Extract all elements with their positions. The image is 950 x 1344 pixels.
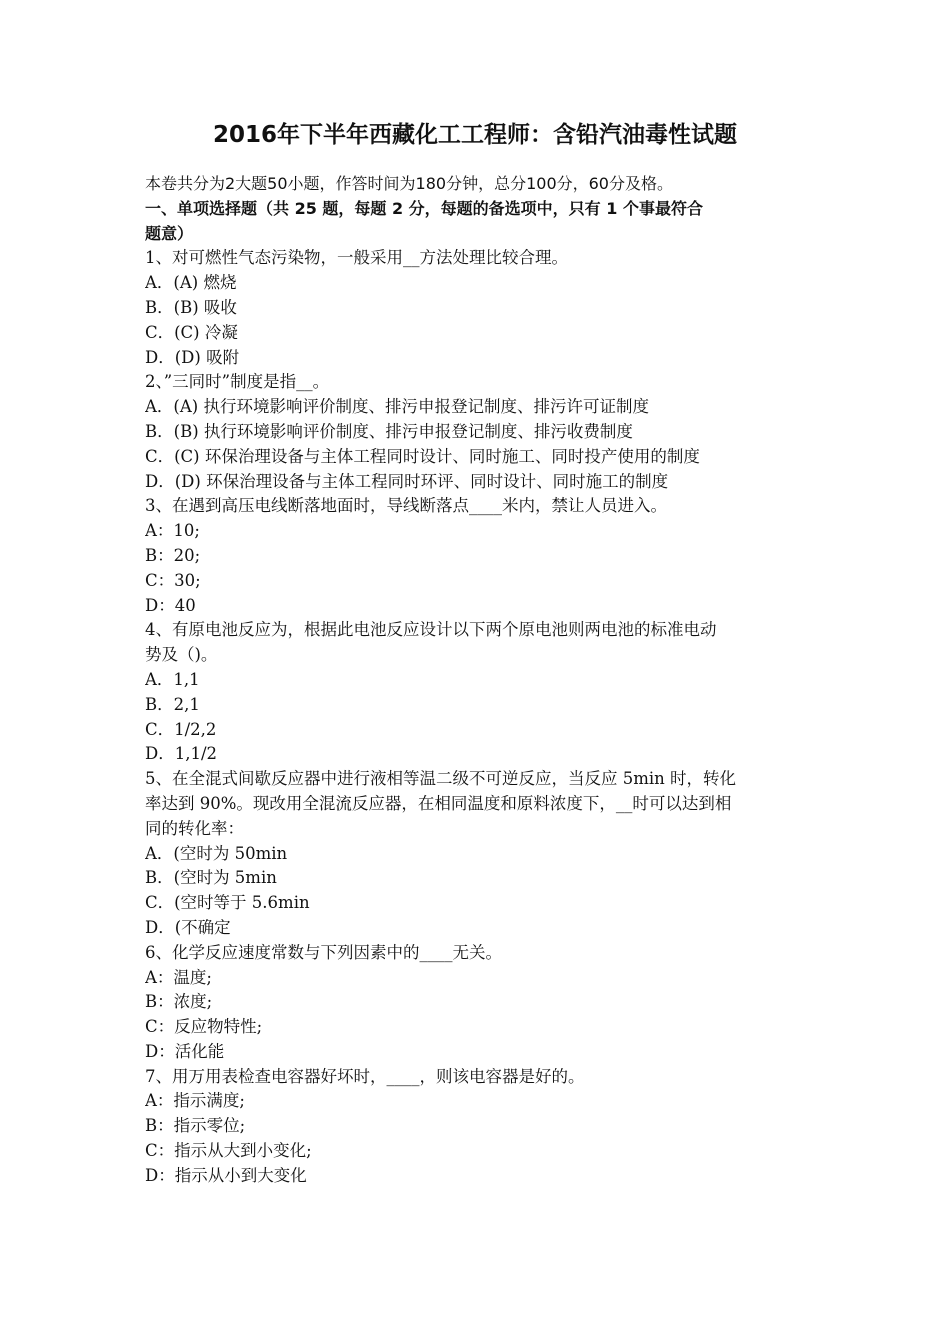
question-6-option-c: C：反应物特性; [145, 1017, 263, 1037]
question-5-option-c: C．(空时等于 5.6min [145, 893, 310, 913]
question-7 [145, 1065, 810, 1189]
question-1 [145, 246, 810, 370]
question-1-option-a: A．(A) 燃烧 [145, 273, 237, 293]
question-7-option-c: C：指示从大到小变化; [145, 1141, 312, 1161]
question-5 [145, 767, 810, 941]
question-3 [145, 494, 810, 618]
question-2-stem: 2、”三同时”制度是指__。 [145, 372, 330, 392]
question-6-stem: 6、化学反应速度常数与下列因素中的____无关。 [145, 942, 502, 962]
question-7-option-d: D：指示从小到大变化 [145, 1165, 307, 1185]
question-2-option-a: A．(A) 执行环境影响评价制度、排污申报登记制度、排污许可证制度 [145, 397, 649, 417]
question-4 [145, 618, 810, 767]
question-1-stem: 1、对可燃性气态污染物，一般采用__方法处理比较合理。 [145, 248, 568, 268]
question-7-stem: 7、用万用表检查电容器好坏时，____，则该电容器是好的。 [145, 1066, 585, 1086]
document-body [145, 172, 810, 1189]
section-heading-line-2: 题意） [145, 223, 194, 243]
question-6-option-d: D：活化能 [145, 1041, 225, 1061]
question-3-option-c: C：30; [145, 570, 201, 590]
question-1-option-c: C．(C) 冷凝 [145, 322, 238, 342]
question-1-option-d: D．(D) 吸附 [145, 347, 240, 367]
question-5-option-a: A．(空时为 50min [145, 843, 288, 863]
question-4-stem-line-1: 4、有原电池反应为，根据此电池反应设计以下两个原电池则两电池的标准电动 [145, 620, 717, 640]
question-5-stem-line-1: 5、在全混式间歇反应器中进行液相等温二级不可逆反应，当反应 5min 时，转化 [145, 769, 737, 789]
question-1-option-b: B．(B) 吸收 [145, 297, 237, 317]
document-title: 2016年下半年西藏化工工程师：含铅汽油毒性试题 [212, 122, 737, 148]
question-2-option-c: C．(C) 环保治理设备与主体工程同时设计、同时施工、同时投产使用的制度 [145, 446, 700, 466]
question-3-stem: 3、在遇到高压电线断落地面时，导线断落点____米内，禁让人员进入。 [145, 496, 667, 516]
question-4-option-b: B．2,1 [145, 694, 200, 714]
question-3-option-a: A：10; [145, 521, 200, 541]
question-2-option-d: D．(D) 环保治理设备与主体工程同时环评、同时设计、同时施工的制度 [145, 471, 669, 491]
question-5-option-b: B．(空时为 5min [145, 868, 277, 888]
question-7-option-a: A：指示满度; [145, 1091, 245, 1111]
question-5-stem-line-2: 率达到 90%。现改用全混流反应器，在相同温度和原料浓度下，__时可以达到相 [145, 793, 732, 813]
question-5-option-d: D．(不确定 [145, 917, 231, 937]
question-6-option-b: B：浓度; [145, 992, 213, 1012]
exam-intro: 本卷共分为2大题50小题，作答时间为180分钟，总分100分，60分及格。 [145, 174, 673, 193]
question-6 [145, 941, 810, 1065]
question-2 [145, 370, 810, 494]
question-5-stem-line-3: 同的转化率： [145, 818, 244, 838]
question-3-option-d: D：40 [145, 595, 196, 615]
section-heading-line-1: 一、单项选择题（共 25 题，每题 2 分，每题的备选项中，只有 1 个事最符合 [145, 198, 703, 218]
question-7-option-b: B：指示零位; [145, 1116, 246, 1136]
question-2-option-b: B．(B) 执行环境影响评价制度、排污申报登记制度、排污收费制度 [145, 421, 633, 441]
question-3-option-b: B：20; [145, 545, 201, 565]
question-4-option-d: D．1,1/2 [145, 744, 218, 764]
question-4-option-c: C．1/2,2 [145, 719, 217, 739]
question-6-option-a: A：温度; [145, 967, 212, 987]
question-4-stem-line-2: 势及（)。 [145, 645, 218, 665]
question-4-option-a: A．1,1 [145, 669, 200, 689]
